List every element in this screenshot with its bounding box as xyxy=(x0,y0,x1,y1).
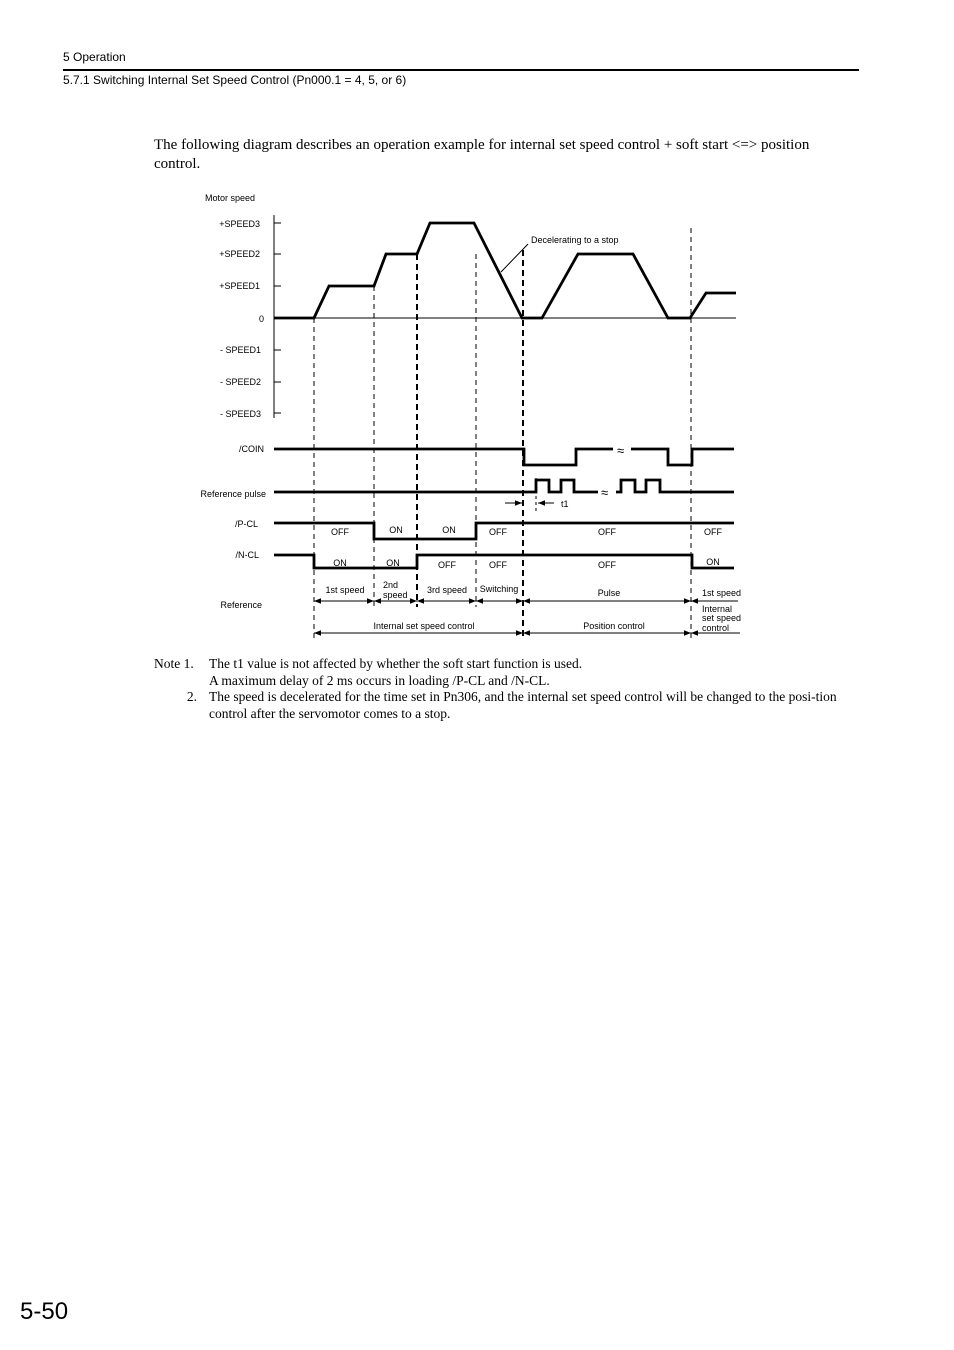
ncl-state-6: ON xyxy=(706,557,720,567)
mode-internal-c: control xyxy=(702,623,730,633)
pcl-state-3: ON xyxy=(442,525,456,535)
tick-speed2-pos: +SPEED2 xyxy=(219,249,260,259)
motor-speed-label: Motor speed xyxy=(205,193,256,203)
page-number: 5-50 xyxy=(20,1298,69,1325)
ncl-state-2: ON xyxy=(386,558,400,568)
break-symbol-coin: ≈ xyxy=(617,443,625,458)
decel-leader xyxy=(501,244,528,272)
ref-seg-2nd-a: 2nd xyxy=(383,580,399,590)
pcl-state-1: OFF xyxy=(331,527,349,537)
ref-seg-switching: Switching xyxy=(479,584,519,594)
ref-pulse-waveform-2 xyxy=(616,480,734,492)
mode-internal-speed: Internal set speed control xyxy=(373,621,475,631)
pcl-label: /P-CL xyxy=(234,519,258,529)
chapter-header: 5 Operation xyxy=(63,50,126,64)
mode-position: Position control xyxy=(583,621,645,631)
coin-label: /COIN xyxy=(238,444,264,454)
note-2-line-1: The speed is decelerated for the time set in Pn306, and the internal set speed control will be changed to the posi-tion control after the servomotor comes to a stop. xyxy=(209,689,837,721)
reference-label: Reference xyxy=(220,600,262,610)
ref-pulse-label: Reference pulse xyxy=(200,489,266,499)
tick-speed1-neg: - SPEED1 xyxy=(219,345,261,355)
ncl-state-5: OFF xyxy=(598,560,616,570)
ref-seg-1st-speed-end: 1st speed xyxy=(702,588,742,598)
pcl-state-2: ON xyxy=(389,525,403,535)
tick-zero: 0 xyxy=(258,314,264,324)
tick-speed2-neg: - SPEED2 xyxy=(219,377,261,387)
ref-pulse-waveform xyxy=(274,480,598,492)
note-1 xyxy=(154,656,858,689)
decel-label: Decelerating to a stop xyxy=(531,235,619,245)
section-header: 5.7.1 Switching Internal Set Speed Control (Pn000.1 = 4, 5, or 6) xyxy=(63,73,407,87)
pcl-state-4: OFF xyxy=(489,527,507,537)
break-symbol-pulse: ≈ xyxy=(601,485,609,500)
speed-waveform xyxy=(274,223,736,318)
ref-seg-2nd-b: speed xyxy=(383,590,408,600)
intro-paragraph: The following diagram describes an operation example for internal set speed control + soft start <=> position control. xyxy=(154,137,810,172)
ncl-state-3: OFF xyxy=(438,560,456,570)
ncl-label: /N-CL xyxy=(235,550,259,560)
mode-internal-a: Internal xyxy=(702,604,733,614)
note-1-line-2: A maximum delay of 2 ms occurs in loading /P-CL and /N-CL. xyxy=(209,672,550,688)
guide-lines xyxy=(314,228,691,638)
note-1-line-1: The t1 value is not affected by whether the soft start function is used. xyxy=(209,656,583,671)
note-2-label: 2. xyxy=(186,689,197,704)
coin-waveform-2 xyxy=(631,449,734,465)
ref-seg-1st-speed: 1st speed xyxy=(325,585,365,595)
tick-speed3-pos: +SPEED3 xyxy=(219,219,260,229)
mode-internal-b: set speed xyxy=(702,613,742,623)
note-2 xyxy=(154,689,858,722)
tick-speed1-pos: +SPEED1 xyxy=(219,281,260,291)
ref-seg-3rd-speed: 3rd speed xyxy=(426,585,468,595)
note-1-label: Note 1. xyxy=(154,656,194,671)
coin-waveform xyxy=(274,449,613,465)
pcl-state-5: OFF xyxy=(598,527,616,537)
ref-seg-pulse: Pulse xyxy=(597,588,621,598)
timing-diagram xyxy=(0,0,954,650)
tick-speed3-neg: - SPEED3 xyxy=(219,409,261,419)
t1-label: t1 xyxy=(561,499,569,509)
speed-axis xyxy=(274,215,281,418)
ncl-state-4: OFF xyxy=(489,560,507,570)
ncl-state-1: ON xyxy=(333,558,347,568)
pcl-state-6: OFF xyxy=(704,527,722,537)
notes xyxy=(154,656,858,722)
